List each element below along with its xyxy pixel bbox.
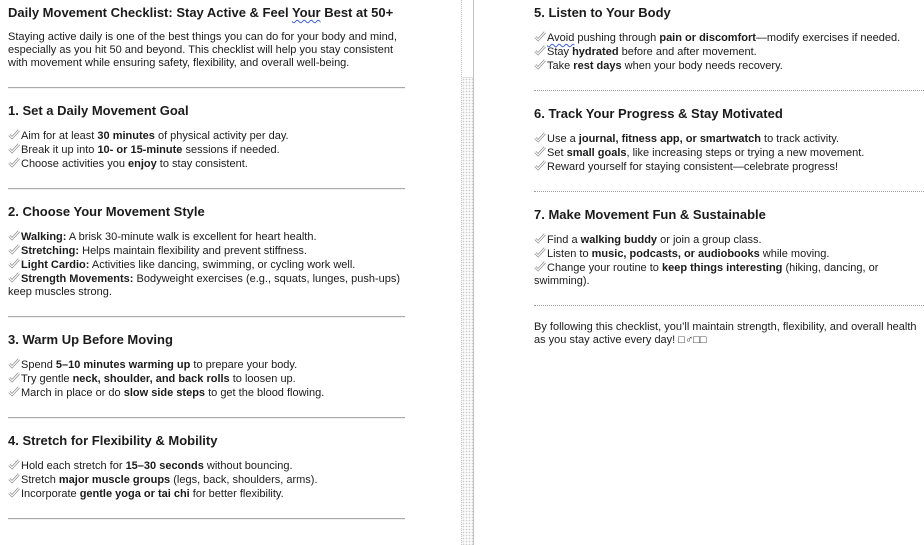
text-segment: music, podcasts, or audiobooks — [591, 248, 760, 260]
text-segment: By following this checklist, you’ll maintain strength, flexibility, and overall health as you stay active every day! — [534, 321, 917, 346]
text-segment: Best at 50+ — [320, 5, 394, 20]
checklist-item — [534, 233, 924, 247]
text-segment: major muscle groups — [58, 474, 171, 486]
item-text — [21, 460, 293, 472]
section-heading: 7. Make Movement Fun & Sustainable — [534, 207, 766, 222]
document-page-2 — [534, 5, 924, 347]
text-segment: 5–10 minutes warming up — [55, 359, 191, 371]
intro-paragraph: Staying active daily is one of the best things you can do for your body and mind, especially as you hit 50 and beyond. This checklist will help you stay consistent with movement while ensuring safety, flexibility, and overall well-being. — [8, 31, 397, 69]
section-heading: 5. Listen to Your Body — [534, 5, 671, 20]
item-text — [21, 373, 296, 385]
check-icon — [8, 129, 20, 143]
text-segment: to stay consistent. — [156, 158, 248, 170]
item-text — [21, 158, 248, 170]
checklist-item — [8, 258, 405, 272]
item-text — [547, 32, 900, 44]
text-segment: neck, shoulder, and back rolls — [72, 373, 230, 385]
text-segment: gentle yoga or tai chi — [79, 488, 190, 500]
text-segment: (hiking, dancing, or swimming). — [534, 262, 879, 287]
checklist-item — [8, 358, 405, 372]
item-text — [21, 488, 284, 500]
text-segment: Choose activities you — [21, 158, 128, 170]
checklist — [534, 233, 924, 288]
text-segment: Walking: — [21, 231, 67, 243]
text-segment: Listen to — [547, 248, 592, 260]
checklist-item — [8, 459, 405, 473]
check-icon — [534, 233, 546, 247]
item-text — [21, 359, 297, 371]
scrollbar-thumb[interactable] — [462, 0, 473, 78]
page-title — [8, 5, 405, 21]
text-segment: to track activity. — [760, 133, 839, 145]
checklist-item — [8, 272, 405, 299]
text-segment: Reward yourself for staying consistent—celebrate progress! — [547, 161, 839, 173]
text-segment: slow side steps — [123, 387, 206, 399]
document-page-1 — [8, 5, 405, 519]
checklist-item — [534, 45, 924, 59]
text-segment: A brisk 30-minute walk is excellent for heart health. — [66, 231, 317, 243]
text-segment: Stretch — [21, 474, 59, 486]
section-divider — [8, 518, 405, 519]
text-segment: while moving. — [759, 248, 830, 260]
text-segment: or join a group class. — [657, 234, 762, 246]
text-segment: keep things interesting — [661, 262, 783, 274]
section-heading: 2. Choose Your Movement Style — [8, 204, 205, 219]
text-segment: Find a — [547, 234, 581, 246]
check-icon — [534, 160, 546, 174]
section-heading: 6. Track Your Progress & Stay Motivated — [534, 106, 783, 121]
checklist-section — [534, 106, 924, 174]
text-segment: walking buddy — [580, 234, 658, 246]
checklist-section — [8, 204, 405, 299]
text-segment: Light Cardio: — [21, 259, 90, 271]
text-segment: —modify exercises if needed. — [755, 32, 901, 44]
text-segment: Try gentle — [21, 373, 73, 385]
item-text — [21, 144, 280, 156]
checklist-item — [8, 487, 405, 501]
text-segment: to prepare your body. — [190, 359, 298, 371]
text-segment: Bodyweight exercises (e.g., squats, lunges, push-ups) keep muscles strong. — [8, 273, 401, 298]
item-text — [547, 46, 757, 58]
text-segment: enjoy — [128, 158, 157, 170]
text-segment: pain or discomfort — [659, 32, 756, 44]
section-divider — [8, 188, 405, 189]
text-segment: pushing through — [574, 32, 660, 44]
checklist-item — [8, 157, 405, 171]
text-segment: □♂□□ — [678, 334, 707, 346]
right-column-sections — [534, 5, 924, 347]
item-text — [21, 245, 307, 257]
checklist-section — [8, 332, 405, 400]
text-segment: Daily Movement Checklist: Stay Active & Feel — [8, 5, 292, 20]
checklist — [534, 132, 924, 174]
section-heading: 1. Set a Daily Movement Goal — [8, 103, 189, 118]
check-icon — [8, 372, 20, 386]
text-segment: sessions if needed. — [182, 144, 280, 156]
check-icon — [8, 459, 20, 473]
text-segment: 10- or 15-minute — [97, 144, 183, 156]
section-divider — [8, 87, 405, 88]
item-text — [547, 248, 829, 260]
section-divider — [8, 417, 405, 418]
section-heading: 3. Warm Up Before Moving — [8, 332, 173, 347]
check-icon — [534, 247, 546, 261]
item-text — [21, 130, 289, 142]
item-text — [21, 259, 355, 271]
checklist-item — [8, 143, 405, 157]
check-icon — [8, 143, 20, 157]
item-text — [547, 234, 762, 246]
spellcheck-flagged-word: Avoid — [547, 32, 575, 44]
check-icon — [534, 45, 546, 59]
checklist-section — [534, 5, 924, 73]
text-segment: 15–30 seconds — [125, 460, 204, 472]
item-text — [21, 231, 317, 243]
item-text — [534, 262, 878, 287]
text-segment: Take — [547, 60, 574, 72]
check-icon — [8, 473, 20, 487]
checklist-section — [8, 103, 405, 171]
checklist-item — [534, 160, 924, 174]
checklist-item — [8, 473, 405, 487]
checklist-item — [534, 261, 924, 288]
text-segment: Spend — [21, 359, 56, 371]
item-text — [547, 133, 839, 145]
check-icon — [534, 132, 546, 146]
item-text — [21, 474, 318, 486]
checklist-item — [534, 59, 924, 73]
text-segment: , like increasing steps or trying a new movement. — [626, 147, 865, 159]
check-icon — [534, 261, 546, 275]
section-heading: 4. Stretch for Flexibility & Mobility — [8, 433, 218, 448]
text-segment: small goals — [566, 147, 627, 159]
text-segment: March in place or do — [21, 387, 124, 399]
text-segment: without bouncing. — [203, 460, 293, 472]
text-segment: Set — [547, 147, 567, 159]
section-divider — [534, 191, 924, 192]
checklist-item — [8, 129, 405, 143]
text-segment: Use a — [547, 133, 579, 145]
closing-paragraph — [534, 321, 924, 347]
text-segment: journal, fitness app, or smartwatch — [578, 133, 761, 145]
section-divider — [534, 90, 924, 91]
check-icon — [8, 358, 20, 372]
spellcheck-flagged-word: Your — [291, 5, 321, 20]
text-segment: before and after movement. — [618, 46, 757, 58]
checklist-item — [8, 230, 405, 244]
text-segment: (legs, back, shoulders, arms). — [170, 474, 318, 486]
check-icon — [8, 244, 20, 258]
item-text — [8, 273, 400, 298]
checklist-section — [8, 433, 405, 501]
check-icon — [534, 146, 546, 160]
text-segment: Stretching: — [21, 245, 80, 257]
checklist — [8, 230, 405, 299]
check-icon — [8, 258, 20, 272]
item-text — [547, 147, 864, 159]
checklist — [8, 129, 405, 171]
checklist-item — [8, 386, 405, 400]
text-segment: to loosen up. — [229, 373, 296, 385]
text-segment: Helps maintain flexibility and prevent stiffness. — [79, 245, 307, 257]
check-icon — [8, 487, 20, 501]
checklist-section — [534, 207, 924, 288]
text-segment: when your body needs recovery. — [621, 60, 783, 72]
vertical-scrollbar[interactable] — [461, 0, 474, 545]
check-icon — [534, 31, 546, 45]
text-segment: Hold each stretch for — [21, 460, 126, 472]
checklist-item — [534, 247, 924, 261]
checklist — [534, 31, 924, 73]
checklist-item — [534, 146, 924, 160]
left-column-sections — [8, 87, 405, 519]
checklist-item — [8, 244, 405, 258]
text-segment: Strength Movements: — [21, 273, 134, 285]
check-icon — [8, 157, 20, 171]
check-icon — [8, 272, 20, 286]
checklist-item — [534, 132, 924, 146]
text-segment: Break it up into — [21, 144, 98, 156]
checklist — [8, 459, 405, 501]
text-segment: Activities like dancing, swimming, or cycling work well. — [89, 259, 356, 271]
text-segment: to get the blood flowing. — [205, 387, 325, 399]
item-text — [21, 387, 324, 399]
text-segment: Stay — [547, 46, 573, 58]
check-icon — [534, 59, 546, 73]
text-segment: Incorporate — [21, 488, 80, 500]
check-icon — [8, 230, 20, 244]
text-segment: for better flexibility. — [189, 488, 284, 500]
text-segment: rest days — [573, 60, 622, 72]
section-divider — [8, 316, 405, 317]
checklist-item — [534, 31, 924, 45]
text-segment: Aim for at least — [21, 130, 98, 142]
item-text — [547, 161, 838, 173]
check-icon — [8, 386, 20, 400]
text-segment: hydrated — [572, 46, 619, 58]
text-segment: of physical activity per day. — [154, 130, 289, 142]
section-divider — [534, 305, 924, 306]
checklist — [8, 358, 405, 400]
checklist-item — [8, 372, 405, 386]
text-segment: 30 minutes — [97, 130, 155, 142]
item-text — [547, 60, 783, 72]
text-segment: Change your routine to — [547, 262, 662, 274]
